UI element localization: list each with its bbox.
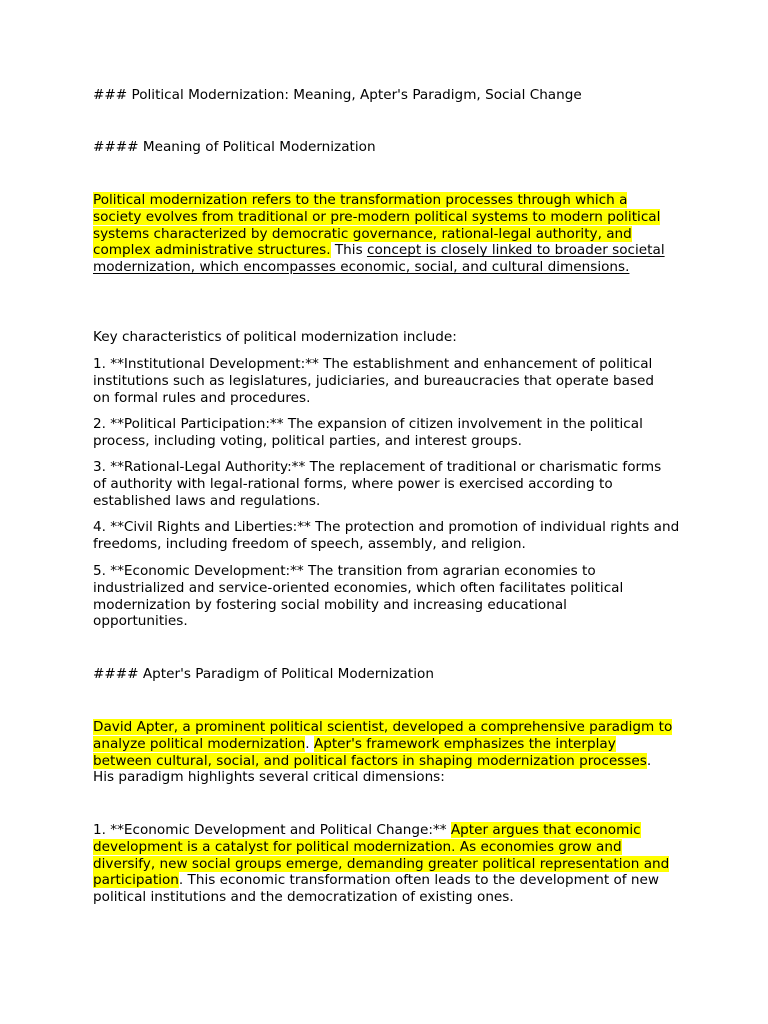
apter-item-1-tail: . This economic transformation often leads to the development of new political institutions and the democratization of existing ones. [93, 872, 659, 906]
intro-plain-text: This [330, 242, 367, 259]
apter-separator: . [305, 735, 314, 752]
meaning-heading: #### Meaning of Political Modernization [93, 139, 376, 155]
key-item-1: 1. **Institutional Development:** The establishment and enhancement of political institutions such as legislatures, judiciaries, and bureaucracies that operate based on formal rules and procedures. [93, 356, 655, 406]
intro-highlighted-text: Political modernization refers to the transformation processes through which a society evolves from traditional or pre-modern political systems to modern political systems characterized by democratic governance, rational-legal authority, and complex administrative structures. [93, 192, 661, 259]
apter-item-1 [93, 822, 673, 906]
apter-tail: . His paradigm highlights several critical dimensions: [93, 752, 652, 786]
key-item-2: 2. **Political Participation:** The expansion of citizen involvement in the political process, including voting, political parties, and interest groups. [93, 416, 643, 449]
intro-underlined-text: concept is closely linked to broader societal modernization, which encompasses economic, social, and cultural dimensions. [93, 242, 665, 276]
apter-item-1-lead: 1. **Economic Development and Political Change:** [93, 822, 451, 838]
key-item-4: 4. **Civil Rights and Liberties:** The protection and promotion of individual rights and freedoms, including freedom of speech, assembly, and religion. [93, 519, 680, 552]
key-item-5: 5. **Economic Development:** The transition from agrarian economies to industrialized and service-oriented economies, which often facilitates political modernization by fostering social mobility and increasing educational opportunities. [93, 563, 624, 630]
apter-heading: #### Apter's Paradigm of Political Modernization [93, 666, 434, 682]
key-characteristics-intro: Key characteristics of political modernization include: [93, 329, 457, 345]
apter-highlight-1: David Apter, a prominent political scientist, developed a comprehensive paradigm to analyze political modernization [93, 719, 673, 752]
apter-item-1-highlighted: Apter argues that economic development is a catalyst for political modernization. As economies grow and diversify, new social groups emerge, demanding greater political representation and participation [93, 822, 670, 889]
key-item-3: 3. **Rational-Legal Authority:** The replacement of traditional or charismatic forms of authority with legal-rational forms, where power is exercised according to established laws and regulations. [93, 459, 662, 509]
main-heading: ### Political Modernization: Meaning, Apter's Paradigm, Social Change [93, 87, 582, 103]
apter-paragraph [93, 719, 673, 786]
apter-highlight-2: Apter's framework emphasizes the interplay between cultural, social, and political factors in shaping modernization processes [93, 735, 647, 769]
intro-paragraph [93, 192, 673, 276]
